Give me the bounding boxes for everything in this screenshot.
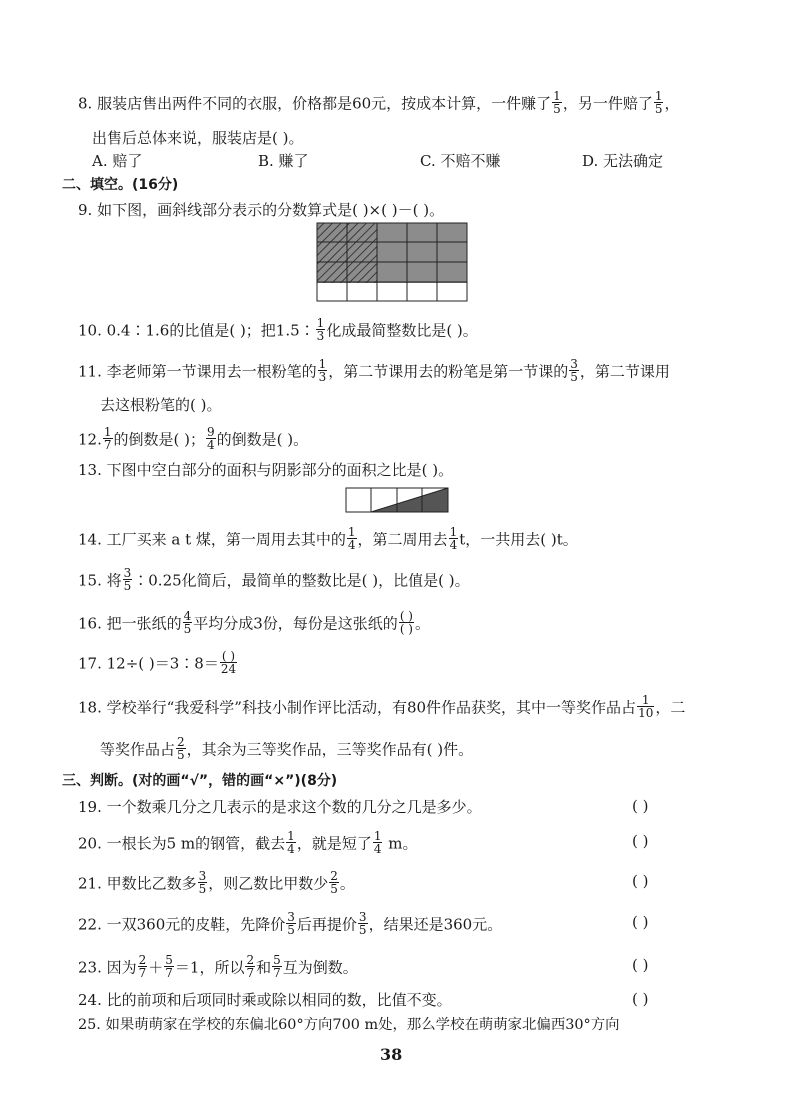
frac-den: 5	[177, 748, 185, 762]
fraction	[198, 870, 208, 895]
q10-text-a: 10. 0.4∶1.6的比值是( )；把1.5∶	[78, 321, 315, 340]
q17-text-a: 17. 12÷( )＝3∶8＝	[78, 654, 219, 673]
fraction	[272, 954, 282, 979]
frac-den: 7	[103, 438, 112, 452]
fraction	[286, 830, 296, 855]
frac-den: 10	[638, 706, 654, 720]
q10	[78, 316, 478, 344]
q8-text-c: ，	[664, 94, 680, 113]
answer-fraction[interactable]	[220, 650, 237, 675]
q11-line2: 去这根粉笔的( )。	[100, 396, 222, 414]
frac-num: 1	[641, 693, 650, 707]
answer-fraction[interactable]	[399, 610, 414, 635]
frac-den: 7	[165, 966, 173, 980]
section-2-heading: 二、填空。(16分)	[62, 177, 179, 193]
judge-answer-21[interactable]: ( )	[632, 872, 649, 890]
q18-text-c: 等奖作品占	[100, 740, 176, 759]
frac-den: 5	[330, 882, 338, 896]
frac-den: 7	[138, 966, 147, 980]
q21-text-c: 。	[339, 874, 355, 893]
fraction	[164, 954, 174, 979]
q23-text-a: 23. 因为	[78, 958, 137, 977]
q15	[78, 566, 470, 594]
q11-text-a: 11. 李老师第一节课用去一根粉笔的	[78, 362, 317, 381]
frac-den: 5	[287, 923, 295, 937]
q16	[78, 609, 431, 637]
frac-num: 1	[373, 829, 382, 843]
q13-bar-figure	[345, 487, 449, 513]
frac-num: 2	[177, 735, 185, 749]
frac-den: 5	[183, 622, 192, 636]
frac-num: 2	[246, 953, 255, 967]
frac-num: 1	[553, 89, 561, 103]
fraction	[329, 870, 339, 895]
frac-num: 4	[183, 609, 192, 623]
q10-text-b: 化成最简整数比是( )。	[326, 321, 478, 340]
frac-den: 3	[316, 329, 325, 343]
q8-text-b: ，另一件赔了	[562, 94, 653, 113]
fraction	[569, 358, 579, 383]
fraction	[373, 830, 383, 855]
q23-text-e: 互为倒数。	[282, 958, 358, 977]
q15-text-a: 15. 将	[78, 571, 122, 590]
q9-grid-figure	[316, 222, 468, 302]
q24: 24. 比的前项和后项同时乘或除以相同的数，比值不变。	[78, 991, 452, 1009]
frac-num: 1	[287, 829, 295, 843]
q20-text-b: ，就是短了	[296, 834, 372, 853]
frac-num: 1	[318, 357, 327, 371]
q16-text-c: 。	[415, 614, 431, 633]
q21	[78, 869, 355, 897]
option-c: C. 不赔不赚	[420, 152, 501, 170]
frac-den: 5	[123, 579, 132, 593]
frac-num: 5	[273, 953, 281, 967]
frac-num: 3	[358, 910, 367, 924]
q20-text-a: 20. 一根长为5 m的钢管，截去	[78, 834, 286, 853]
frac-den: 5	[570, 370, 578, 384]
fraction	[637, 694, 654, 719]
frac-den: 4	[287, 842, 295, 856]
q18-text-a: 18. 学校举行“我爱科学”科技小制作评比活动，有80件作品获奖，其中一等奖作品占	[78, 698, 637, 717]
option-a: A. 赔了	[92, 152, 143, 170]
q8-line1	[78, 89, 680, 117]
frac-den: 5	[654, 102, 663, 116]
q25: 25. 如果萌萌家在学校的东偏北60°方向700 m处，那么学校在萌萌家北偏西30°方向	[78, 1017, 620, 1033]
frac-num: 1	[347, 525, 356, 539]
frac-num: 2	[138, 953, 147, 967]
q12-text-a: 12.	[78, 430, 102, 449]
q23	[78, 953, 358, 981]
frac-den: 4	[449, 538, 458, 552]
q8-line2: 出售后总体来说，服装店是( )。	[92, 129, 304, 147]
q21-text-b: ，则乙数比甲数少	[208, 874, 329, 893]
q12-text-b: 的倒数是( )；	[113, 430, 205, 449]
q15-text-b: ∶0.25化简后，最简单的整数比是( )，比值是( )。	[133, 571, 470, 590]
frac-num: 2	[330, 869, 338, 883]
frac-num: ( )	[221, 649, 236, 663]
fraction	[654, 90, 664, 115]
judge-answer-24[interactable]: ( )	[632, 990, 649, 1008]
q12	[78, 425, 309, 453]
fraction	[449, 526, 459, 551]
frac-num: 9	[206, 425, 215, 439]
frac-den: ( )	[399, 622, 413, 636]
frac-den: 4	[347, 538, 356, 552]
fraction	[245, 954, 255, 979]
judge-answer-22[interactable]: ( )	[632, 913, 649, 931]
q14-text-a: 14. 工厂买来 a t 煤，第一周用去其中的	[78, 530, 346, 549]
fraction	[552, 90, 562, 115]
q8-text-a: 8. 服装店售出两件不同的衣服，价格都是60元，按成本计算，一件赚了	[78, 94, 552, 113]
fraction	[318, 358, 328, 383]
fraction	[316, 317, 326, 342]
q18-line2	[100, 735, 474, 763]
q20-text-c: m。	[383, 834, 418, 853]
q22-text-c: ，结果还是360元。	[368, 915, 503, 934]
frac-num: 1	[103, 425, 112, 439]
q22	[78, 910, 503, 938]
frac-den: 5	[358, 923, 367, 937]
option-d: D. 无法确定	[582, 152, 664, 170]
q11-line1	[78, 357, 670, 385]
q22-text-a: 22. 一双360元的皮鞋，先降价	[78, 915, 286, 934]
q17	[78, 649, 238, 677]
frac-den: 3	[318, 370, 327, 384]
frac-num: 3	[123, 566, 132, 580]
q23-text-d: 和	[256, 958, 272, 977]
frac-num: 3	[198, 869, 207, 883]
q23-text-c: ＝1，所以	[174, 958, 245, 977]
option-b: B. 赚了	[258, 152, 309, 170]
fraction	[176, 736, 186, 761]
q18-line1	[78, 693, 686, 721]
fraction	[138, 954, 148, 979]
judge-answer-20[interactable]: ( )	[632, 832, 649, 850]
q14-text-b: ，第二周用去	[357, 530, 448, 549]
frac-num: 5	[165, 953, 173, 967]
q16-text-b: 平均分成3份，每份是这张纸的	[193, 614, 398, 633]
q20	[78, 829, 418, 857]
fraction	[183, 610, 193, 635]
frac-num: 1	[654, 89, 663, 103]
fraction	[123, 567, 133, 592]
frac-den: 5	[198, 882, 207, 896]
frac-num: ( )	[399, 609, 413, 623]
page-number: 38	[380, 1045, 403, 1064]
q12-text-c: 的倒数是( )。	[216, 430, 309, 449]
fraction	[347, 526, 357, 551]
fraction	[206, 426, 216, 451]
q14	[78, 525, 578, 553]
frac-num: 1	[316, 316, 325, 330]
judge-answer-23[interactable]: ( )	[632, 956, 649, 974]
frac-num: 1	[449, 525, 458, 539]
q16-text-a: 16. 把一张纸的	[78, 614, 182, 633]
q22-text-b: 后再提价	[296, 915, 357, 934]
frac-den: 4	[373, 842, 382, 856]
q18-text-b: ，二	[655, 698, 686, 717]
q11-text-b: ，第二节课用去的粉笔是第一节课的	[328, 362, 569, 381]
fraction	[286, 911, 296, 936]
section-3-heading: 三、判断。(对的画“√”，错的画“×”)(8分)	[62, 773, 338, 789]
q21-text-a: 21. 甲数比乙数多	[78, 874, 197, 893]
frac-num: 3	[570, 357, 578, 371]
frac-den: 4	[206, 438, 215, 452]
q9: 9. 如下图，画斜线部分表示的分数算式是( )×( )－( )。	[78, 201, 445, 219]
fraction	[358, 911, 368, 936]
q14-text-c: t，一共用去( )t。	[459, 530, 578, 549]
q18-text-d: ，其余为三等奖作品，三等奖作品有( )件。	[186, 740, 474, 759]
q23-text-b: ＋	[148, 958, 164, 977]
judge-answer-19[interactable]: ( )	[632, 797, 649, 815]
frac-den: 7	[246, 966, 255, 980]
q13: 13. 下图中空白部分的面积与阴影部分的面积之比是( )。	[78, 461, 454, 479]
frac-num: 3	[287, 910, 295, 924]
frac-den: 24	[220, 662, 237, 676]
frac-den: 5	[553, 102, 561, 116]
fraction	[103, 426, 113, 451]
q11-text-c: ，第二节课用	[579, 362, 670, 381]
q19: 19. 一个数乘几分之几表示的是求这个数的几分之几是多少。	[78, 798, 482, 816]
frac-den: 7	[273, 966, 281, 980]
